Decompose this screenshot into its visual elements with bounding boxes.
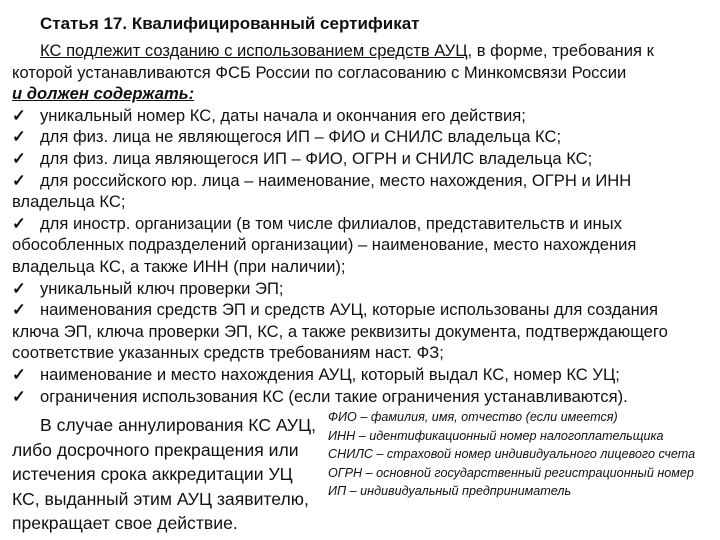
note-item: ИП – индивидуальный предприниматель [328, 484, 572, 499]
checkmark-icon: ✓ [12, 278, 26, 298]
list-item: ✓ для физ. лица являющегося ИП – ФИО, ОГРН и СНИЛС владельца КС; [12, 148, 593, 168]
intro-must: и должен содержать: [12, 84, 195, 104]
checkmark-icon: ✓ [12, 105, 26, 125]
list-item: ✓ наименование и место нахождения АУЦ, который выдал КС, номер КС УЦ; [12, 364, 620, 384]
checkmark-icon: ✓ [12, 213, 26, 233]
intro-rest: , в форме, требования к которой устанавливаются ФСБ России по согласованию с Минкомсвязи России [12, 41, 654, 82]
annulment-line: прекращает свое действие. [12, 513, 238, 533]
checkmark-icon: ✓ [12, 364, 26, 384]
note-item: ИНН – идентификационный номер налогоплательщика [328, 428, 664, 443]
article-title: Статья 17. Квалифицированный сертификат [40, 14, 420, 33]
list-item: ✓ ограничения использования КС (если такие ограничения устанавливаются). [12, 386, 628, 406]
article-body [12, 40, 702, 407]
checkmark-icon: ✓ [12, 300, 26, 320]
list-item: ✓ для иностр. организации (в том числе филиалов, представительств и иных обособленных подразделений организации) – наименование, место нахождения владельца КС, а также ИНН (при наличии); [12, 213, 637, 276]
checkmark-icon: ✓ [12, 148, 26, 168]
checkmark-icon: ✓ [12, 170, 26, 190]
list-item: ✓ уникальный номер КС, даты начала и окончания его действия; [12, 105, 526, 125]
note-item: ФИО – фамилия, имя, отчество (если имеется) [328, 410, 618, 424]
annulment-line: В случае аннулирования КС АУЦ, [40, 415, 316, 435]
list-item: ✓ для физ. лица не являющегося ИП – ФИО и СНИЛС владельца КС; [12, 127, 562, 147]
abbreviation-notes [328, 408, 716, 501]
list-item: ✓ наименования средств ЭП и средств АУЦ, которые использованы для создания ключа ЭП, ключа проверки ЭП, КС, а также реквизиты документа, подтверждающего соответствие указанных средств требованиям наст. ФЗ; [12, 300, 668, 363]
annulment-line: КС, выданный этим АУЦ заявителю, [12, 488, 309, 509]
annulment-line: либо досрочного прекращения или [12, 439, 299, 460]
checkmark-icon: ✓ [12, 127, 26, 147]
checkmark-icon: ✓ [12, 386, 26, 406]
list-item: ✓ уникальный ключ проверки ЭП; [12, 278, 284, 298]
annulment-line: истечения срока аккредитации УЦ [12, 464, 293, 484]
annulment-paragraph [12, 413, 334, 536]
note-item: ОГРН – основной государственный регистрационный номер [328, 465, 694, 480]
note-item: СНИЛС – страховой номер индивидуального лицевого счета [328, 447, 696, 462]
intro-paragraph [12, 40, 702, 83]
list-item: ✓ для российского юр. лица – наименование, место нахождения, ОГРН и ИНН владельца КС; [12, 170, 632, 212]
intro-subject: КС подлежит созданию с использованием средств АУЦ [40, 41, 468, 60]
